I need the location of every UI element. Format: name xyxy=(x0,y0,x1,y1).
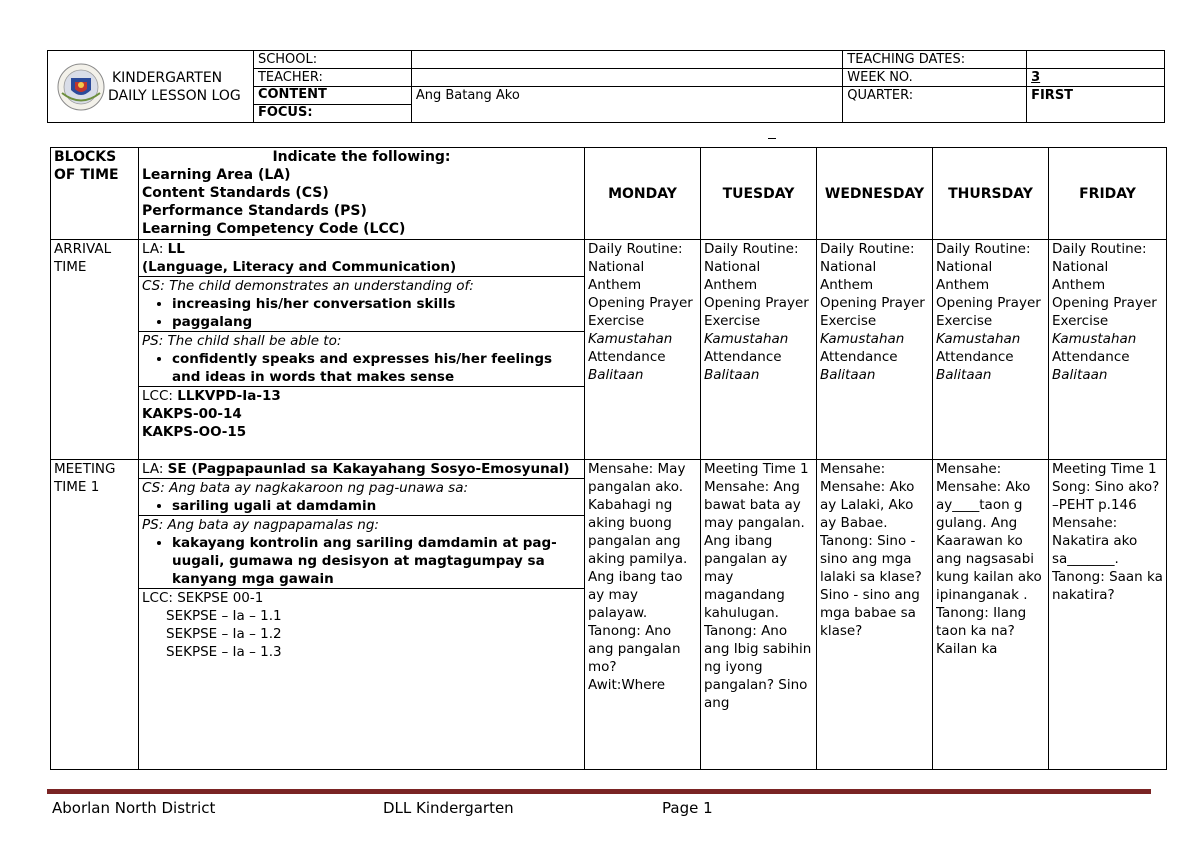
school-label: SCHOOL: xyxy=(253,51,411,69)
lcc-line: SEKPSE – Ia – 1.1 xyxy=(166,608,282,624)
lcc-section xyxy=(139,589,584,661)
list-item: • confidently speaks and expresses his/her feelings and ideas in words that makes sense xyxy=(172,350,581,386)
block-arrival-time: ARRIVAL TIME xyxy=(51,240,139,460)
la-code: LL xyxy=(167,241,185,257)
indicate-line: Learning Competency Code (LCC) xyxy=(142,221,406,237)
indicate-line: Learning Area (LA) xyxy=(142,167,291,183)
arrival-friday: Daily Routine: National Anthem Opening Prayer Exercise Kamustahan Attendance Balitaan xyxy=(1049,240,1167,460)
table-row xyxy=(51,460,1167,770)
day-wednesday: WEDNESDAY xyxy=(817,148,933,240)
col-indicate xyxy=(139,148,585,240)
header-logo-cell xyxy=(48,51,254,123)
col-blocks-of-time: BLOCKS OF TIME xyxy=(51,148,139,240)
week-value xyxy=(1027,69,1165,87)
school-value xyxy=(411,51,842,69)
deped-seal-icon xyxy=(56,62,106,112)
focus-label: FOCUS: xyxy=(253,105,411,123)
dates-label: TEACHING DATES: xyxy=(843,51,1027,69)
table-row xyxy=(51,240,1167,460)
meeting-monday: Mensahe: May pangalan ako. Kabahagi ng aking buong pangalan ang aking pamilya. Ang ibang tao ay may palayaw. Tanong: Ano ang pangalan mo? Awit:Where xyxy=(585,460,701,770)
lcc-code: KAKPS-OO-15 xyxy=(142,424,247,440)
list-item: • sariling ugali at damdamin xyxy=(172,497,581,515)
arrival-monday: Daily Routine: National Anthem Opening Prayer Exercise Kamustahan Attendance Balitaan xyxy=(585,240,701,460)
indicate-line: Performance Standards (PS) xyxy=(142,203,367,219)
lcc-code: LLKVPD-Ia-13 xyxy=(177,388,281,404)
footer xyxy=(52,799,1152,819)
lcc-line: SEKPSE – Ia – 1.2 xyxy=(166,626,282,642)
meeting-competencies xyxy=(139,460,585,770)
header-table xyxy=(47,50,1165,123)
footer-district: Aborlan North District xyxy=(52,799,216,817)
day-friday: FRIDAY xyxy=(1049,148,1167,240)
meeting-tuesday: Meeting Time 1 Mensahe: Ang bawat bata ay may pangalan. Ang ibang pangalan ay may magandang kahulugan. Tanong: Ano ang Ibig sabihin ng iyong pangalan? Sino ang xyxy=(701,460,817,770)
la-text: SE (Pagpapaunlad sa Kakayahang Sosyo-Emosyunal) xyxy=(167,461,570,477)
block-meeting-time-1: MEETING TIME 1 xyxy=(51,460,139,770)
cs-intro: CS: The child demonstrates an understanding of: xyxy=(142,278,474,294)
list-item: • paggalang xyxy=(172,313,581,331)
ps-section xyxy=(139,516,584,589)
quarter-value: FIRST xyxy=(1027,87,1165,123)
header-title-line1: KINDERGARTEN xyxy=(112,69,223,86)
arrival-wednesday: Daily Routine: National Anthem Opening Prayer Exercise Kamustahan Attendance Balitaan xyxy=(817,240,933,460)
cs-intro: CS: Ang bata ay nagkakaroon ng pag-unawa sa: xyxy=(142,480,469,496)
arrival-thursday: Daily Routine: National Anthem Opening Prayer Exercise Kamustahan Attendance Balitaan xyxy=(933,240,1049,460)
lcc-section: LCC: LLKVPD-Ia-13 KAKPS-00-14 KAKPS-OO-15 xyxy=(142,388,281,440)
day-thursday: THURSDAY xyxy=(933,148,1049,240)
indicate-title: Indicate the following: xyxy=(272,149,451,165)
dates-value xyxy=(1027,51,1165,69)
header-title-line2: DAILY LESSON LOG xyxy=(108,87,241,104)
teacher-label: TEACHER: xyxy=(253,69,411,87)
divider-mark xyxy=(768,138,776,139)
ps-intro: PS: Ang bata ay nagpapamalas ng: xyxy=(142,517,379,533)
la-section: LA: SE (Pagpapaunlad sa Kakayahang Sosyo-Emosyunal) xyxy=(139,460,584,479)
footer-doc-title: DLL Kindergarten xyxy=(383,799,514,817)
footer-rule xyxy=(47,789,1151,794)
footer-page-number: Page 1 xyxy=(662,799,713,817)
la-full: (Language, Literacy and Communication) xyxy=(142,259,457,275)
cs-section xyxy=(139,479,584,516)
quarter-label: QUARTER: xyxy=(843,87,1027,123)
lcc-code: KAKPS-00-14 xyxy=(142,406,242,422)
la-section: LA: LL (Language, Literacy and Communication) xyxy=(139,240,584,277)
week-number: 3 xyxy=(1031,70,1041,85)
list-item: • increasing his/her conversation skills xyxy=(172,295,581,313)
indicate-line: Content Standards (CS) xyxy=(142,185,329,201)
arrival-competencies xyxy=(139,240,585,460)
content-label: CONTENT xyxy=(253,87,411,105)
day-tuesday: TUESDAY xyxy=(701,148,817,240)
content-value: Ang Batang Ako xyxy=(411,87,842,123)
ps-section xyxy=(139,332,584,387)
day-monday: MONDAY xyxy=(585,148,701,240)
lcc-line: SEKPSE – Ia – 1.3 xyxy=(166,644,282,660)
cs-section xyxy=(139,277,584,332)
week-label: WEEK NO. xyxy=(843,69,1027,87)
teacher-value xyxy=(411,69,842,87)
list-item: • kakayang kontrolin ang sariling damdamin at pag-uugali, gumawa ng desisyon at magtagumpay sa kanyang mga gawain xyxy=(172,534,581,588)
ps-intro: PS: The child shall be able to: xyxy=(142,333,342,349)
lesson-table xyxy=(50,147,1167,770)
meeting-wednesday: Mensahe: Mensahe: Ako ay Lalaki, Ako ay Babae. Tanong: Sino - sino ang mga lalaki sa klase? Sino - sino ang mga babae sa klase? xyxy=(817,460,933,770)
meeting-friday: Meeting Time 1 Song: Sino ako? –PEHT p.146 Mensahe: Nakatira ako sa_______. Tanong: Saan ka nakatira? xyxy=(1049,460,1167,770)
meeting-thursday: Mensahe: Mensahe: Ako ay____taon g gulang. Ang Kaarawan ko ang nagsasabi kung kailan ako ipinanganak . Tanong: Ilang taon ka na? Kailan ka xyxy=(933,460,1049,770)
arrival-tuesday: Daily Routine: National Anthem Opening Prayer Exercise Kamustahan Attendance Balitaan xyxy=(701,240,817,460)
lcc-first: LCC: SEKPSE 00-1 xyxy=(142,590,264,606)
